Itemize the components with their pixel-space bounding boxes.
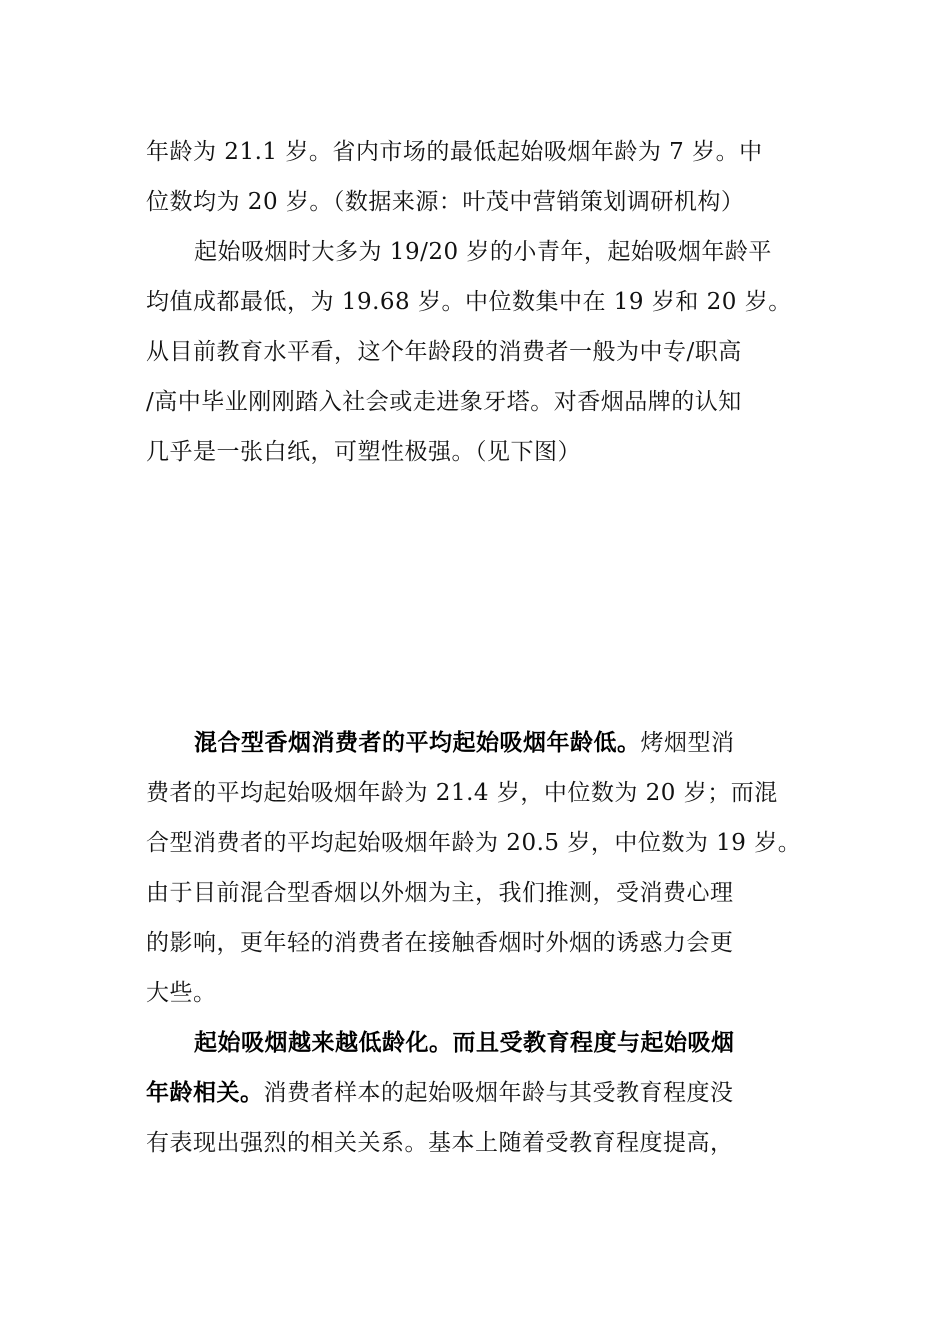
text-block-bottom [146,718,826,1168]
paragraph-3-bold-lead: 混合型香烟消费者的平均起始吸烟年龄低。 [194,729,641,756]
paragraph-4-line-3: 有表现出强烈的相关关系。基本上随着受教育程度提高， [146,1130,734,1156]
paragraph-4-bold-lead-line-2: 年龄相关。 [146,1079,264,1106]
paragraph-2-line-1: 起始吸烟时大多为 19/20 岁的小青年，起始吸烟年龄平 [194,239,772,265]
text-block-top [146,127,826,477]
paragraph-1-line-1: 年龄为 21.1 岁。省内市场的最低起始吸烟年龄为 7 岁。中 [146,139,763,165]
paragraph-3-line-2: 费者的平均起始吸烟年龄为 21.4 岁，中位数为 20 岁；而混 [146,780,778,806]
paragraph-4-line-2 [146,1068,826,1118]
paragraph-4-line-2-rest: 消费者样本的起始吸烟年龄与其受教育程度没 [263,1080,734,1106]
paragraph-3-line-1-rest: 烤烟型消 [640,730,735,756]
paragraph-2-line-3: 从目前教育水平看，这个年龄段的消费者一般为中专/职高 [146,339,742,365]
paragraph-3-line-3: 合型消费者的平均起始吸烟年龄为 20.5 岁，中位数为 19 岁。 [146,830,802,856]
paragraph-1-line-2: 位数均为 20 岁。（数据来源：叶茂中营销策划调研机构） [146,189,745,215]
paragraph-4-bold-lead-line-1: 起始吸烟越来越低龄化。而且受教育程度与起始吸烟 [194,1029,735,1056]
paragraph-2-line-4: /高中毕业刚刚踏入社会或走进象牙塔。对香烟品牌的认知 [146,389,742,415]
paragraph-2-line-5: 几乎是一张白纸，可塑性极强。（见下图） [146,439,581,465]
paragraph-2-line-2: 均值成都最低，为 19.68 岁。中位数集中在 19 岁和 20 岁。 [146,289,792,315]
paragraph-3-line-6: 大些。 [146,980,217,1006]
paragraph-3-line-1 [146,718,826,768]
paragraph-3-line-5: 的影响，更年轻的消费者在接触香烟时外烟的诱惑力会更 [146,930,734,956]
paragraph-3-line-4: 由于目前混合型香烟以外烟为主，我们推测，受消费心理 [146,880,734,906]
